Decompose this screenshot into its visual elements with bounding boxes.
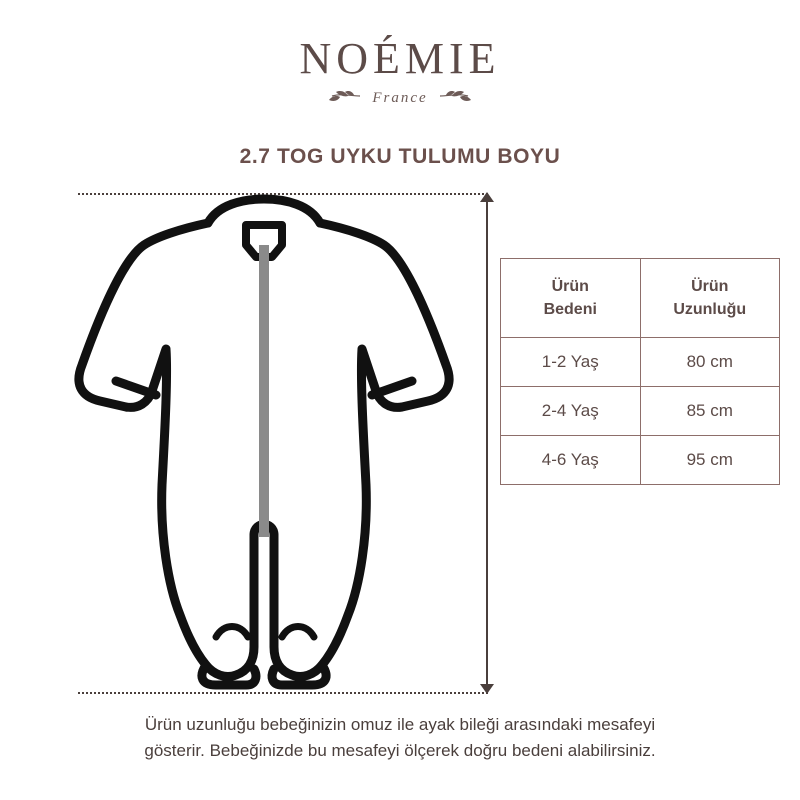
baby-sleepsuit-illustration [60, 185, 480, 700]
column-header-size [501, 259, 641, 338]
table-header [501, 259, 780, 338]
brand-header [0, 36, 800, 109]
page-title: 2.7 TOG UYKU TULUMU BOYU [239, 145, 561, 168]
table-body [501, 338, 780, 485]
cell-size: 4-6 Yaş [501, 436, 641, 485]
caption-line-1: Ürün uzunluğu bebeğinizin omuz ile ayak bileği arasındaki mesafeyi [144, 715, 656, 734]
caption [60, 712, 740, 763]
vertical-double-arrow-icon [480, 193, 494, 693]
cell-size: 1-2 Yaş [501, 338, 641, 387]
cell-size: 2-4 Yaş [501, 387, 641, 436]
caption-line-2: gösterir. Bebeğinizde bu mesafeyi ölçerek doğru bedeni alabilirsiniz. [144, 740, 656, 760]
table-row [501, 387, 780, 436]
table-header-row [501, 259, 780, 338]
cell-length: 80 cm [640, 338, 780, 387]
brand-name: NOÉMIE [299, 34, 501, 83]
leaf-sprig-icon-right [438, 88, 498, 109]
size-table [500, 258, 780, 485]
measurement-figure [60, 185, 500, 705]
brand-subtitle: France [372, 90, 428, 107]
column-header-length [640, 259, 780, 338]
brand-subtitle-row [0, 88, 800, 109]
table-row [501, 338, 780, 387]
column-header-size-line2: Bedeni [543, 301, 597, 318]
leaf-sprig-icon-left [302, 88, 362, 109]
column-header-size-line1: Ürün [551, 277, 589, 295]
column-header-length-line1: Ürün [691, 277, 729, 295]
cell-length: 85 cm [640, 387, 780, 436]
cell-length: 95 cm [640, 436, 780, 485]
table-row [501, 436, 780, 485]
column-header-length-line2: Uzunluğu [673, 301, 747, 318]
